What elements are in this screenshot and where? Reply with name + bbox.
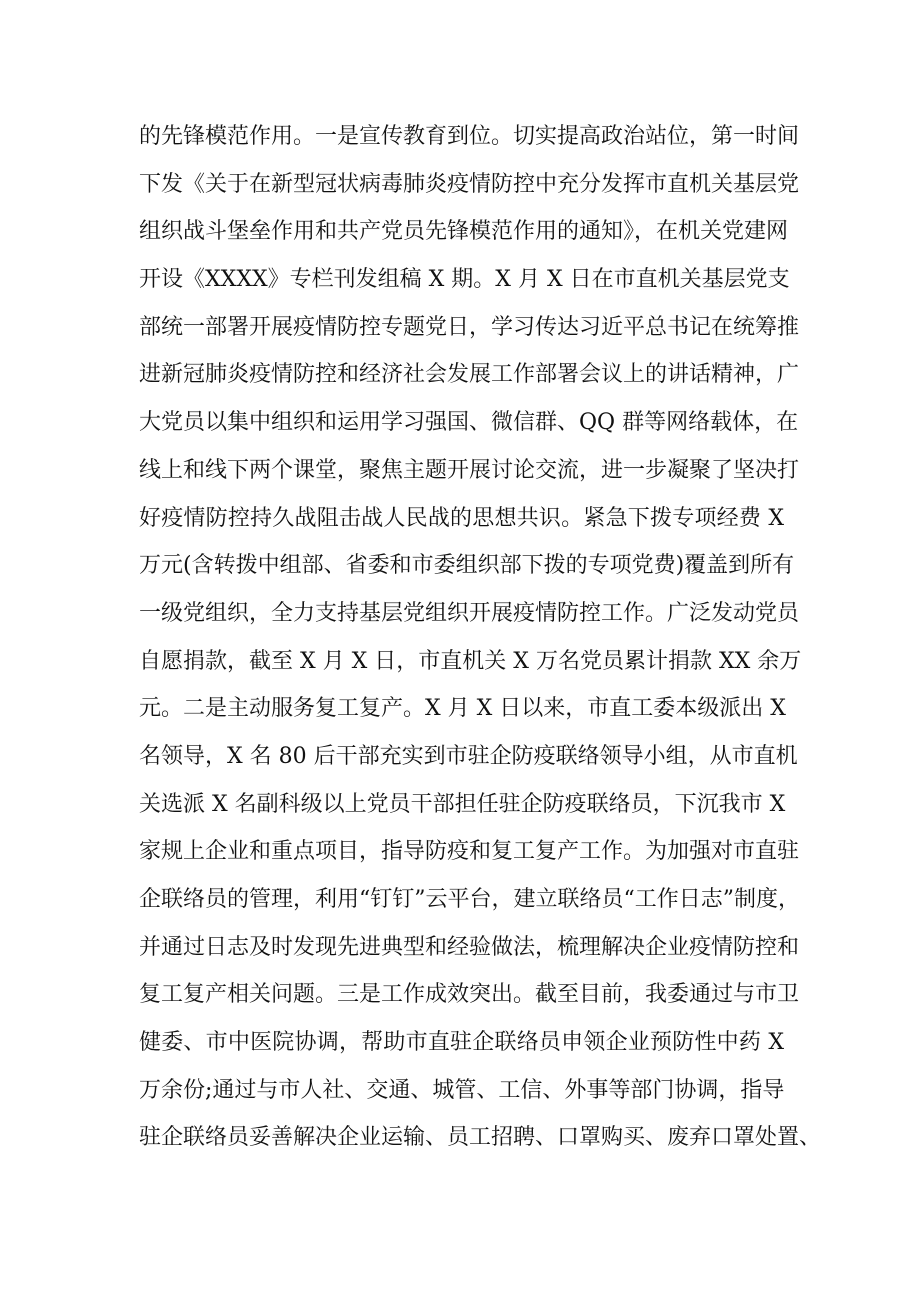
text-line-20: 健委、市中医院协调，帮助市直驻企联络员申领企业预防性中药 X	[139, 1030, 784, 1056]
text-line-3: 组织战斗堡垒作用和共产党员先锋模范作用的通知》，在机关党建网	[139, 219, 789, 245]
text-line-17: 企联络员的管理，利用“钉钉”云平台，建立联络员“工作日志”制度，	[139, 887, 800, 912]
text-line-13: 元。二是主动服务复工复产。X 月 X 日以来，市直工委本级派出 X	[139, 696, 786, 722]
text-line-22: 驻企联络员妥善解决企业运输、员工招聘、口罩购买、废弃口罩处置、	[139, 1125, 822, 1151]
text-line-11: 一级党组织，全力支持基层党组织开展疫情防控工作。广泛发动党员	[139, 600, 800, 626]
text-line-21: 万余份;通过与市人社、交通、城管、工信、外事等部门协调，指导	[139, 1077, 785, 1103]
text-line-15: 关选派 X 名副科级以上党员干部担任驻企防疫联络员，下沉我市 X	[139, 791, 786, 817]
text-line-16: 家规上企业和重点项目，指导防疫和复工复产工作。为加强对市直驻	[139, 839, 800, 865]
body-text	[139, 113, 822, 1162]
text-line-5: 部统一部署开展疫情防控专题党日，学习传达习近平总书记在统筹推	[139, 314, 800, 340]
text-line-18: 并通过日志及时发现先进典型和经验做法，梳理解决企业疫情防控和	[139, 934, 800, 960]
text-line-12: 自愿捐款，截至 X 月 X 日，市直机关 X 万名党员累计捐款 XX 余万	[139, 648, 802, 674]
text-line-4: 开设《XXXX》专栏刊发组稿 X 期。X 月 X 日在市直机关基层党支	[139, 267, 790, 293]
text-line-19: 复工复产相关问题。三是工作成效突出。截至目前，我委通过与市卫	[139, 982, 800, 1008]
text-line-6: 进新冠肺炎疫情防控和经济社会发展工作部署会议上的讲话精神，广	[139, 362, 800, 388]
text-line-2: 下发《关于在新型冠状病毒肺炎疫情防控中充分发挥市直机关基层党	[139, 171, 800, 197]
text-line-1: 的先锋模范作用。一是宣传教育到位。切实提高政治站位，第一时间	[139, 124, 800, 149]
text-line-8: 线上和线下两个课堂，聚焦主题开展讨论交流，进一步凝聚了坚决打	[139, 457, 800, 483]
text-line-9: 好疫情防控持久战阻击战人民战的思想共识。紧急下拨专项经费 X	[139, 505, 784, 531]
text-line-10: 万元(含转拨中组部、省委和市委组织部下拨的专项党费)覆盖到所有	[139, 553, 795, 579]
text-line-14: 名领导，X 名 80 后干部充实到市驻企防疫联络领导小组，从市直机	[139, 743, 798, 769]
text-line-7: 大党员以集中组织和运用学习强国、微信群、QQ 群等网络载体，在	[139, 410, 799, 436]
